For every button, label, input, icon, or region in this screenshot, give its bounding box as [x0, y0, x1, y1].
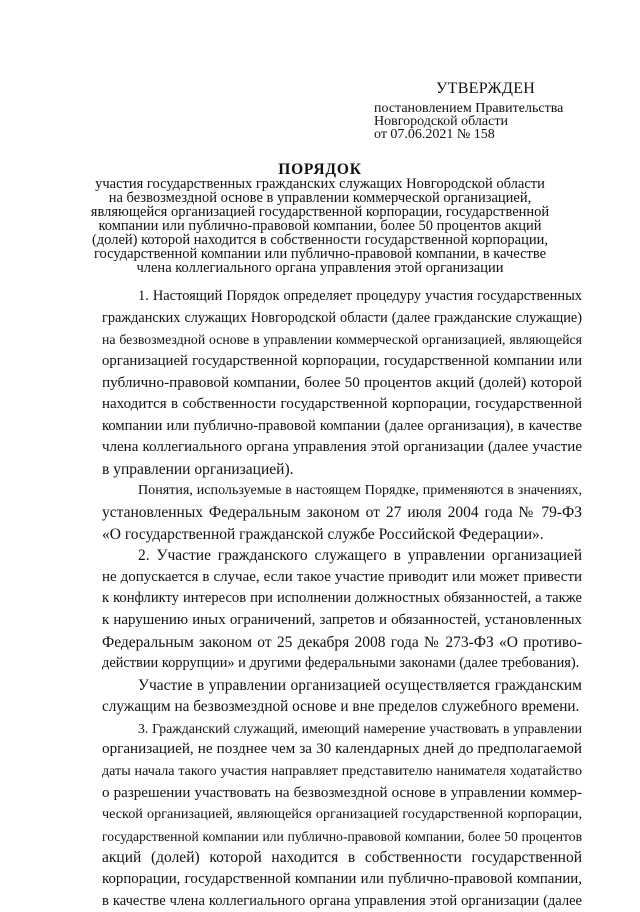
body-line: находится в собственности государственной корпорации, государственной — [102, 395, 582, 412]
body-line: не допускается в случае, если такое участие приводит или может привести — [102, 568, 582, 585]
body-line: о разрешении участвовать на безвозмездной основе в управлении коммер- — [102, 784, 582, 801]
body-line: в управлении организацией). — [102, 460, 294, 478]
body-line: даты начала такого участия направляет представителю нанимателя ходатайство — [102, 763, 582, 780]
body-line: ческой организацией, являющейся организацией государственной корпорации, — [102, 806, 582, 823]
body-line: Понятия, используемые в настоящем Порядке, применяются в значениях, — [138, 482, 582, 499]
body-line: к нарушению иных ограничений, запретов и обязанностей, установленных — [102, 611, 582, 628]
subtitle-line: на безвозмездной основе в управлении коммерческой организацией, — [108, 190, 532, 206]
body-line: к конфликту интересов при исполнении должностных обязанностей, а также — [102, 590, 582, 607]
subtitle-line: члена коллегиального органа управления этой организации — [136, 260, 504, 276]
body-line: действии коррупции» и другими федеральными законами (далее требования). — [102, 655, 580, 672]
approval-line: Новгородской области — [374, 114, 508, 129]
body-line: Федеральным законом от 25 декабря 2008 года № 273-ФЗ «О противо- — [102, 633, 582, 651]
approval-title: УТВЕРЖДЕН — [436, 80, 536, 97]
body-line: члена коллегиального органа управления этой организации (далее участие — [102, 439, 582, 456]
document-title: ПОРЯДОК — [278, 161, 362, 178]
subtitle-line: компании или публично-правовой компании, более 50 процентов акций — [98, 218, 542, 234]
body-line: Участие в управлении организацией осуществляется гражданским — [138, 676, 582, 694]
body-line: государственной компании или публично-правовой компании, более 50 процентов — [102, 828, 582, 844]
approval-line: от 07.06.2021 № 158 — [374, 127, 495, 142]
subtitle-line: участия государственных гражданских служащих Новгородской области — [95, 176, 545, 192]
subtitle-line: государственной компании или публично-правовой компании, в качестве — [93, 246, 547, 262]
body-line: публично-правовой компании, более 50 процентов акций (долей) которой — [102, 374, 582, 392]
body-line: в качестве члена коллегиального органа управления этой организации (далее — [102, 892, 582, 909]
body-line: акций (долей) которой находится в собственности государственной — [102, 849, 582, 867]
body-line: 2. Участие гражданского служащего в управлении организацией — [138, 547, 582, 565]
body-line: компании или публично-правовой компании (далее организация), в качестве — [102, 417, 582, 434]
approval-line: постановлением Правительства — [374, 101, 564, 116]
subtitle-line: (долей) которой находится в собственности государственной корпорации, — [91, 232, 549, 248]
body-line: установленных Федеральным законом от 27 июля 2004 года № 79-ФЗ — [102, 503, 582, 521]
body-line: служащим на безвозмездной основе и вне пределов служебного времени. — [102, 698, 580, 716]
approval-block — [374, 80, 614, 141]
body-line: 3. Гражданский служащий, имеющий намерение участвовать в управлении — [138, 720, 582, 736]
body-line: корпорации, государственной компании или публично-правовой компании, — [102, 871, 582, 888]
subtitle-line: являющейся организацией государственной корпорации, государственной — [90, 204, 550, 220]
body-line: 1. Настоящий Порядок определяет процедуру участия государственных — [138, 288, 582, 304]
body-line: на безвозмездной основе в управлении коммерческой организацией, являющейся — [102, 332, 582, 348]
body-line: гражданских служащих Новгородской области (далее гражданские служащие) — [102, 309, 582, 326]
body-line: организацией, не позднее чем за 30 календарных дней до предполагаемой — [102, 741, 582, 758]
document-subtitle — [60, 177, 580, 275]
document-body — [102, 286, 582, 912]
body-line: «О государственной гражданской службе Российской Федерации». — [102, 525, 544, 543]
body-line: организацией государственной корпорации, государственной компании или — [102, 352, 582, 369]
